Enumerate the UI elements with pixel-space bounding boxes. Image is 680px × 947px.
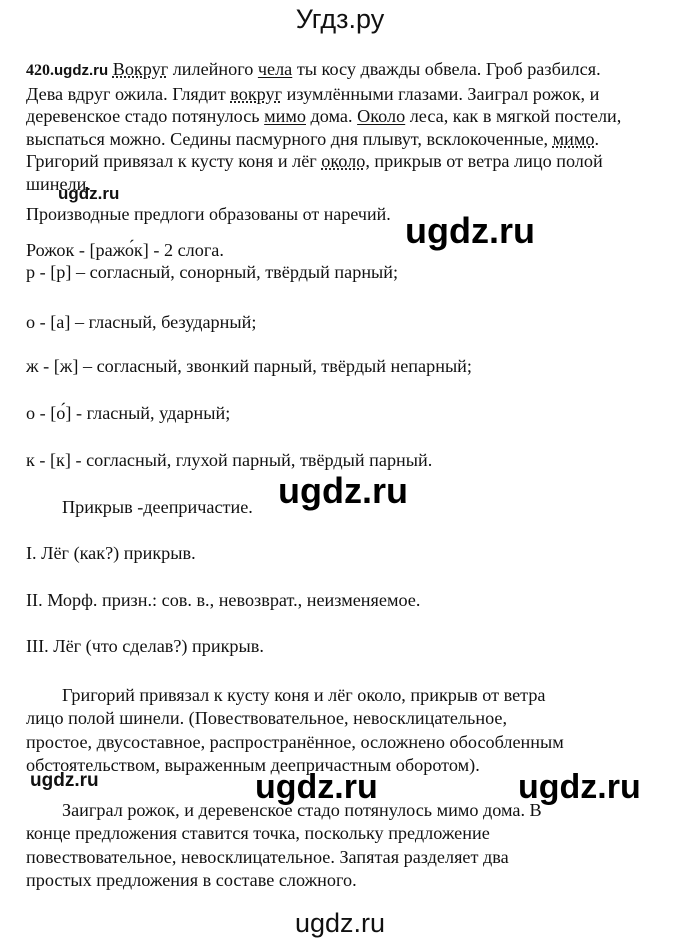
watermark-1: ugdz.ru [405,210,535,251]
morph-item-1: I. Лёг (как?) прикрыв. [26,543,196,563]
phonetic-row-o2: о - [о́] - гласный, ударный; [26,403,231,423]
site-title: Угдз.ру [295,4,385,34]
sentence-analysis-2-cont: конце предложения ставится точка, поскольку предложение повествовательное, невосклицательное. Запятая разделяет два простых предложения в составе сложного. [26,823,509,890]
phonetic-row-o1: о - [а] – гласный, безударный; [26,312,257,332]
word-mimo-1: мимо [264,106,306,126]
exercise-line-3: деревенское стадо потянулось мимо дома. Около леса, как в мягкой постели, [26,106,622,126]
watermark-4: ugdz.ru [518,768,641,806]
watermark-small-left: ugdz.ru [30,770,99,791]
watermark-2: ugdz.ru [278,470,408,511]
word-okolo-1: Около [357,106,406,126]
phonetic-title: Рожок - [ражо́к] - 2 слога. [26,240,224,260]
inline-watermark-2: ugdz.ru [58,184,120,203]
derived-prepositions-note: Производные предлоги образованы от наречий. [26,204,391,224]
exercise-line-6: шинели. [26,173,91,194]
sentence-analysis-1-cont: лицо полой шинели. (Повествовательное, невосклицательное, простое, двусоставное, распространённое, осложнено обособленным обстоятельством, выраженным деепричастным оборотом). [26,708,564,775]
exercise-line-2: Дева вдруг ожила. Глядит вокруг изумлёнными глазами. Заиграл рожок, и [26,83,600,104]
phonetic-row-r: р - [р] – согласный, сонорный, твёрдый парный; [26,262,399,282]
exercise-text [26,58,621,195]
exercise-number: 420. [26,62,54,79]
sentence-analysis-2: Заиграл рожок, и деревенское стадо потянулось мимо дома. В [62,800,542,820]
exercise-line-1: 420.ugdz.ru Вокруг лилейного чела ты косу дважды обвела. Гроб разбился. [26,59,601,79]
exercise-line-4: выспаться можно. Седины пасмурного дня плывут, всклокоченные, мимо. [26,128,600,149]
sentence-analysis-1: Григорий привязал к кусту коня и лёг около, прикрыв от ветра [62,685,546,705]
phonetic-row-zh: ж - [ж] – согласный, звонкий парный, твёрдый непарный; [26,356,472,376]
morph-item-2: II. Морф. призн.: сов. в., невозврат., неизменяемое. [26,590,421,610]
word-vokrug-1: Вокруг [112,59,169,79]
word-mimo-2: мимо [552,128,595,149]
inline-watermark: ugdz.ru [54,62,109,79]
watermark-5: ugdz.ru [294,908,386,938]
word-okolo-2: около [321,151,366,171]
participle-intro: Прикрыв -деепричастие. [62,497,253,517]
exercise-line-5: Григорий привязал к кусту коня и лёг около, прикрыв от ветра лицо полой [26,151,603,171]
word-vokrug-2: вокруг [230,83,283,104]
morph-item-3: III. Лёг (что сделав?) прикрыв. [26,636,264,656]
phonetic-row-k: к - [к] - согласный, глухой парный, твёрдый парный. [26,450,433,470]
watermark-3: ugdz.ru [255,768,378,806]
word-chela: чела [257,59,293,79]
